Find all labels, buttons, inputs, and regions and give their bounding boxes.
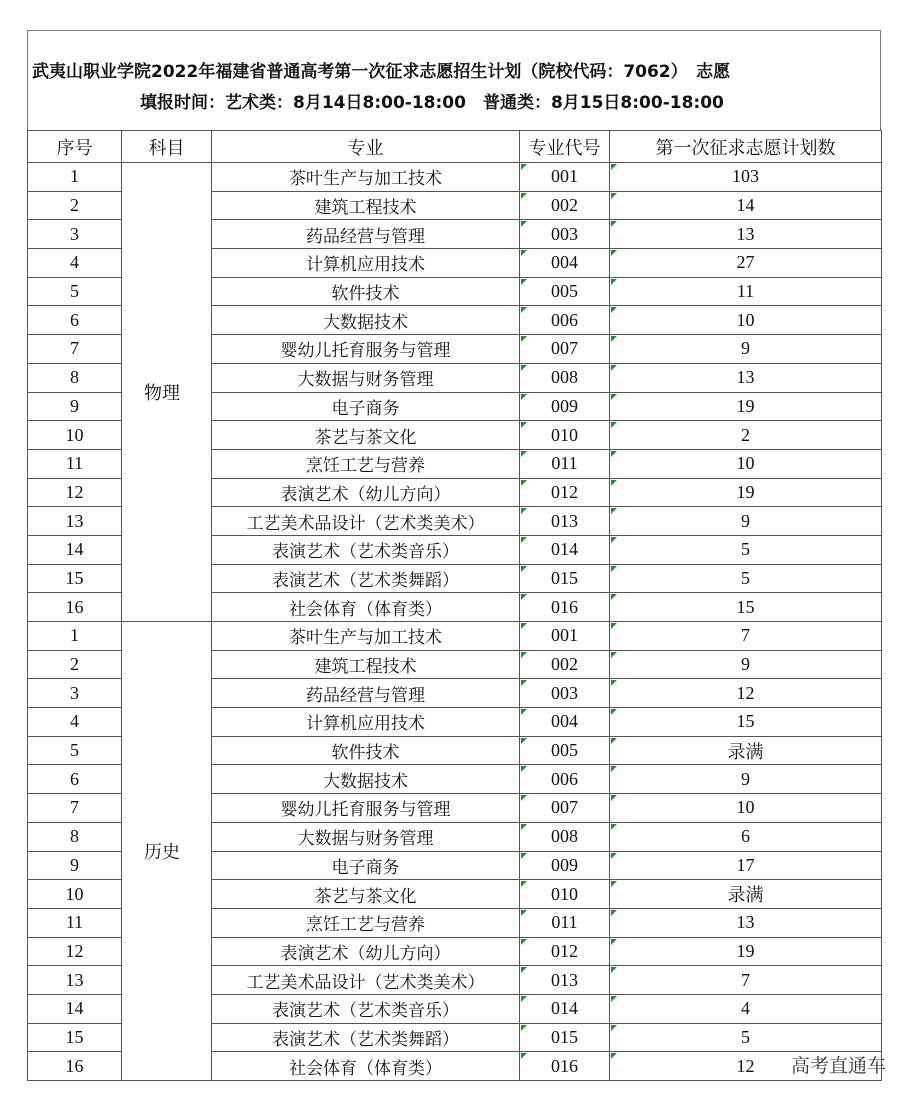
major-name: 茶叶生产与加工技术 xyxy=(212,163,520,192)
row-number: 4 xyxy=(28,708,122,737)
watermark: 高考直通车 xyxy=(790,1055,886,1077)
row-number: 5 xyxy=(28,736,122,765)
major-code: 008 xyxy=(520,363,610,392)
major-code: 002 xyxy=(520,650,610,679)
header-subject: 科目 xyxy=(122,131,212,163)
major-name: 婴幼儿托育服务与管理 xyxy=(212,335,520,364)
major-code: 007 xyxy=(520,794,610,823)
major-code: 014 xyxy=(520,535,610,564)
application-time: 填报时间：艺术类：8月14日8:00-18:00 普通类：8月15日8:00-18:00 xyxy=(140,93,724,113)
row-number: 7 xyxy=(28,335,122,364)
major-code: 009 xyxy=(520,392,610,421)
major-code: 016 xyxy=(520,1052,610,1081)
plan-count: 19 xyxy=(610,392,882,421)
major-name: 软件技术 xyxy=(212,736,520,765)
plan-count: 9 xyxy=(610,650,882,679)
plan-count: 19 xyxy=(610,478,882,507)
plan-count: 13 xyxy=(610,908,882,937)
header-major: 专业 xyxy=(212,131,520,163)
major-name: 烹饪工艺与营养 xyxy=(212,449,520,478)
row-number: 16 xyxy=(28,593,122,622)
row-number: 6 xyxy=(28,765,122,794)
plan-count: 13 xyxy=(610,363,882,392)
major-name: 表演艺术（幼儿方向） xyxy=(212,478,520,507)
major-code: 006 xyxy=(520,765,610,794)
major-name: 社会体育（体育类） xyxy=(212,593,520,622)
row-number: 13 xyxy=(28,966,122,995)
row-number: 10 xyxy=(28,880,122,909)
row-number: 4 xyxy=(28,249,122,278)
plan-count: 14 xyxy=(610,191,882,220)
row-number: 16 xyxy=(28,1052,122,1081)
row-number: 2 xyxy=(28,650,122,679)
major-name: 表演艺术（幼儿方向） xyxy=(212,937,520,966)
plan-count: 4 xyxy=(610,994,882,1023)
enrollment-plan-table xyxy=(27,130,882,1081)
major-code: 003 xyxy=(520,679,610,708)
major-code: 007 xyxy=(520,335,610,364)
major-code: 010 xyxy=(520,421,610,450)
row-number: 2 xyxy=(28,191,122,220)
major-code: 015 xyxy=(520,1023,610,1052)
plan-count: 2 xyxy=(610,421,882,450)
row-number: 1 xyxy=(28,163,122,192)
major-code: 014 xyxy=(520,994,610,1023)
major-name: 电子商务 xyxy=(212,851,520,880)
subject-cell: 历史 xyxy=(122,622,212,1081)
row-number: 14 xyxy=(28,535,122,564)
major-name: 婴幼儿托育服务与管理 xyxy=(212,794,520,823)
major-code: 015 xyxy=(520,564,610,593)
plan-count: 27 xyxy=(610,249,882,278)
plan-count: 11 xyxy=(610,277,882,306)
enrollment-plan-sheet xyxy=(27,30,881,1081)
major-code: 012 xyxy=(520,478,610,507)
major-name: 烹饪工艺与营养 xyxy=(212,908,520,937)
plan-count: 9 xyxy=(610,507,882,536)
plan-count: 7 xyxy=(610,622,882,651)
plan-count: 5 xyxy=(610,535,882,564)
plan-count: 12 xyxy=(610,679,882,708)
header-plan-count: 第一次征求志愿计划数 xyxy=(610,131,882,163)
major-code: 005 xyxy=(520,277,610,306)
plan-count: 15 xyxy=(610,708,882,737)
row-number: 8 xyxy=(28,363,122,392)
row-number: 3 xyxy=(28,679,122,708)
major-name: 电子商务 xyxy=(212,392,520,421)
plan-count: 13 xyxy=(610,220,882,249)
subject-cell: 物理 xyxy=(122,163,212,622)
major-code: 008 xyxy=(520,822,610,851)
major-code: 002 xyxy=(520,191,610,220)
plan-count: 录满 xyxy=(610,880,882,909)
document-title: 武夷山职业学院2022年福建省普通高考第一次征求志愿招生计划（院校代码：7062） 志愿 xyxy=(32,62,731,82)
major-code: 013 xyxy=(520,966,610,995)
plan-count: 12 xyxy=(610,1052,882,1081)
major-name: 大数据技术 xyxy=(212,765,520,794)
row-number: 9 xyxy=(28,851,122,880)
major-name: 表演艺术（艺术类舞蹈） xyxy=(212,564,520,593)
major-name: 大数据与财务管理 xyxy=(212,822,520,851)
title-block xyxy=(27,30,881,130)
major-code: 010 xyxy=(520,880,610,909)
plan-count: 10 xyxy=(610,306,882,335)
major-code: 016 xyxy=(520,593,610,622)
table-body xyxy=(28,163,882,1081)
row-number: 12 xyxy=(28,478,122,507)
table-row xyxy=(28,163,882,192)
plan-count: 103 xyxy=(610,163,882,192)
major-code: 005 xyxy=(520,736,610,765)
row-number: 5 xyxy=(28,277,122,306)
row-number: 3 xyxy=(28,220,122,249)
major-name: 表演艺术（艺术类舞蹈） xyxy=(212,1023,520,1052)
major-code: 003 xyxy=(520,220,610,249)
row-number: 11 xyxy=(28,908,122,937)
major-name: 药品经营与管理 xyxy=(212,679,520,708)
major-code: 011 xyxy=(520,449,610,478)
major-code: 006 xyxy=(520,306,610,335)
major-name: 茶叶生产与加工技术 xyxy=(212,622,520,651)
table-row xyxy=(28,622,882,651)
plan-count: 9 xyxy=(610,765,882,794)
major-name: 社会体育（体育类） xyxy=(212,1052,520,1081)
major-name: 表演艺术（艺术类音乐） xyxy=(212,535,520,564)
header-seq: 序号 xyxy=(28,131,122,163)
row-number: 13 xyxy=(28,507,122,536)
row-number: 12 xyxy=(28,937,122,966)
row-number: 8 xyxy=(28,822,122,851)
major-name: 建筑工程技术 xyxy=(212,191,520,220)
major-name: 药品经营与管理 xyxy=(212,220,520,249)
major-code: 011 xyxy=(520,908,610,937)
row-number: 15 xyxy=(28,564,122,593)
major-name: 工艺美术品设计（艺术类美术） xyxy=(212,507,520,536)
table-header-row xyxy=(28,131,882,163)
major-code: 004 xyxy=(520,249,610,278)
major-code: 001 xyxy=(520,163,610,192)
plan-count: 10 xyxy=(610,449,882,478)
major-name: 建筑工程技术 xyxy=(212,650,520,679)
header-major-code: 专业代号 xyxy=(520,131,610,163)
row-number: 9 xyxy=(28,392,122,421)
plan-count: 19 xyxy=(610,937,882,966)
row-number: 14 xyxy=(28,994,122,1023)
major-name: 表演艺术（艺术类音乐） xyxy=(212,994,520,1023)
major-code: 009 xyxy=(520,851,610,880)
major-code: 013 xyxy=(520,507,610,536)
plan-count: 15 xyxy=(610,593,882,622)
major-code: 001 xyxy=(520,622,610,651)
major-code: 012 xyxy=(520,937,610,966)
plan-count: 5 xyxy=(610,1023,882,1052)
major-code: 004 xyxy=(520,708,610,737)
major-name: 大数据与财务管理 xyxy=(212,363,520,392)
major-name: 大数据技术 xyxy=(212,306,520,335)
major-name: 计算机应用技术 xyxy=(212,708,520,737)
major-name: 工艺美术品设计（艺术类美术） xyxy=(212,966,520,995)
row-number: 10 xyxy=(28,421,122,450)
row-number: 6 xyxy=(28,306,122,335)
plan-count: 10 xyxy=(610,794,882,823)
row-number: 15 xyxy=(28,1023,122,1052)
plan-count: 7 xyxy=(610,966,882,995)
row-number: 7 xyxy=(28,794,122,823)
major-name: 软件技术 xyxy=(212,277,520,306)
plan-count: 9 xyxy=(610,335,882,364)
major-name: 计算机应用技术 xyxy=(212,249,520,278)
major-name: 茶艺与茶文化 xyxy=(212,880,520,909)
row-number: 11 xyxy=(28,449,122,478)
plan-count: 录满 xyxy=(610,736,882,765)
row-number: 1 xyxy=(28,622,122,651)
plan-count: 17 xyxy=(610,851,882,880)
major-name: 茶艺与茶文化 xyxy=(212,421,520,450)
plan-count: 5 xyxy=(610,564,882,593)
plan-count: 6 xyxy=(610,822,882,851)
